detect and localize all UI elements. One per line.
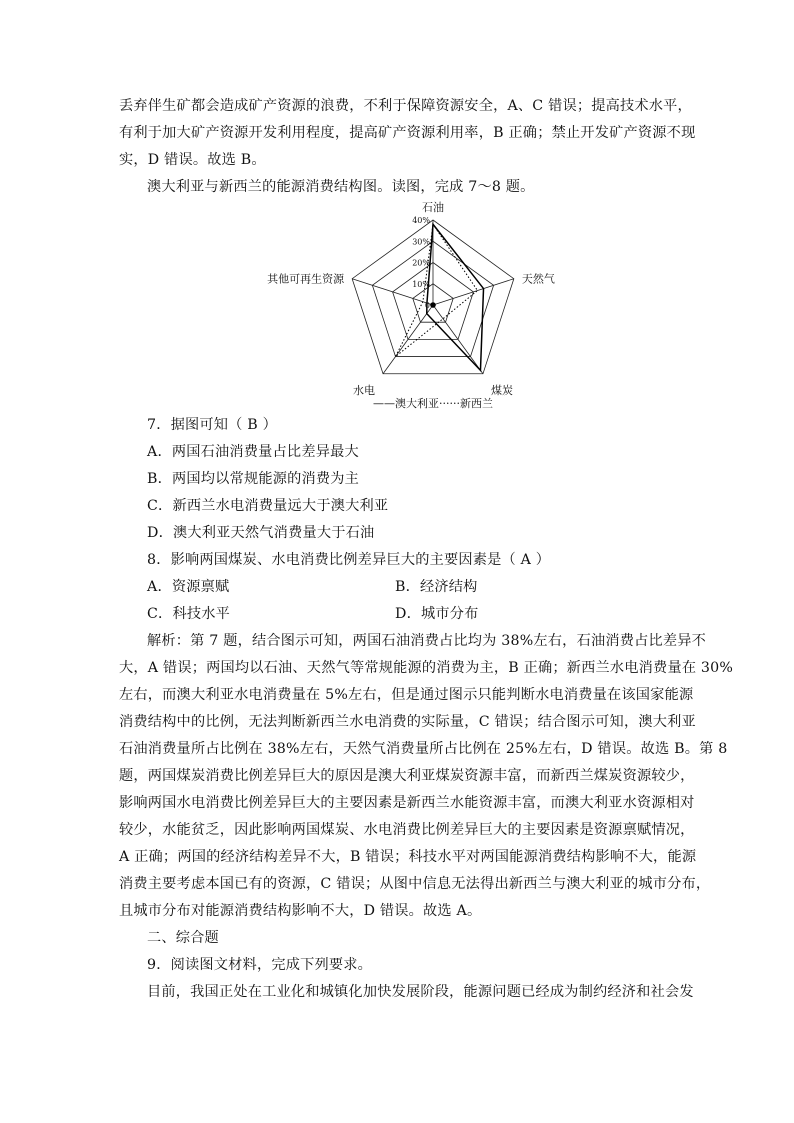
text-line: 有利于加大矿产资源开发利用程度，提高矿产资源利用率，B 正确；禁止开发矿产资源不现 xyxy=(119,125,696,141)
axis-label: 煤炭 xyxy=(490,383,513,397)
ring-tick-label: 20% xyxy=(412,258,430,268)
question-8-option-b: B．经济结构 xyxy=(395,579,478,595)
ring-tick-label: 40% xyxy=(412,216,430,225)
question-8-option-c: C．科技水平 xyxy=(147,606,230,622)
energy-structure-radar-chart xyxy=(250,200,580,415)
radar-spoke xyxy=(433,279,514,305)
analysis-line: 大，A 错误；两国均以石油、天然气等常规能源的消费为主，B 正确；新西兰水电消费量在 30% xyxy=(119,660,734,676)
text-line: 丢弃伴生矿都会造成矿产资源的浪费，不利于保障资源安全，A、C 错误；提高技术水平， xyxy=(119,98,692,114)
ring-tick-label: 10% xyxy=(412,279,430,289)
question-7-option-c: C．新西兰水电消费量远大于澳大利亚 xyxy=(147,498,389,514)
chart-legend: ——澳大利亚······新西兰 xyxy=(373,397,493,410)
series-australia xyxy=(424,224,484,370)
axis-label: 天然气 xyxy=(521,272,555,286)
radar-labels xyxy=(267,200,555,410)
center-dot xyxy=(430,302,436,308)
question-8-stem: 8．影响两国煤炭、水电消费比例差异巨大的主要因素是（ A ） xyxy=(147,552,551,568)
axis-label: 其他可再生资源 xyxy=(267,272,345,286)
section-heading: 二、综合题 xyxy=(147,930,219,946)
question-9-material: 目前，我国正处在工业化和城镇化加快发展阶段，能源问题已经成为制约经济和社会发 xyxy=(147,984,694,1000)
analysis-line: 影响两国水电消费比例差异巨大的主要因素是新西兰水能资源丰富，而澳大利亚水资源相对 xyxy=(119,795,695,811)
figure-intro: 澳大利亚与新西兰的能源消费结构图。读图，完成 7～8 题。 xyxy=(147,179,535,195)
analysis-line: 石油消费量所占比例在 38%左右，天然气消费量所占比例在 25%左右，D 错误。故选 B。第 8 xyxy=(119,741,728,757)
ring-tick-label: 0 xyxy=(424,301,430,310)
analysis-line: 左右，而澳大利亚水电消费量在 5%左右，但是通过图示只能判断水电消费量在该国家能源 xyxy=(119,687,694,703)
question-8-option-a: A．资源禀赋 xyxy=(147,579,230,595)
question-7-option-a: A．两国石油消费量占比差异最大 xyxy=(147,444,359,460)
analysis-line: 消费结构中的比例，无法判断新西兰水电消费的实际量，C 错误；结合图示可知，澳大利亚 xyxy=(119,714,696,730)
question-9-stem: 9．阅读图文材料，完成下列要求。 xyxy=(147,957,373,973)
axis-label: 水电 xyxy=(353,383,376,397)
text-line: 实，D 错误。故选 B。 xyxy=(119,152,266,168)
question-7-option-d: D．澳大利亚天然气消费量大于石油 xyxy=(147,525,375,541)
question-8-option-d: D．城市分布 xyxy=(395,606,479,622)
analysis-line: 较少，水能贫乏，因此影响两国煤炭、水电消费比例差异巨大的主要因素是资源禀赋情况， xyxy=(119,822,695,838)
analysis-line: 题，两国煤炭消费比例差异巨大的原因是澳大利亚煤炭资源丰富，而新西兰煤炭资源较少， xyxy=(119,768,695,784)
analysis-line: A 正确；两国的经济结构差异不大，B 错误；科技水平对两国能源消费结构影响不大，能源 xyxy=(119,849,697,865)
question-7-stem: 7．据图可知（ B ） xyxy=(147,417,277,433)
axis-label: 石油 xyxy=(422,201,444,214)
question-7-option-b: B．两国均以常规能源的消费为主 xyxy=(147,471,360,487)
analysis-line: 消费主要考虑本国已有的资源，C 错误；从图中信息无法得出新西兰与澳大利亚的城市分布， xyxy=(119,876,711,892)
analysis-line: 且城市分布对能源消费结构影响不大，D 错误。故选 A。 xyxy=(119,903,482,919)
ring-tick-label: 30% xyxy=(412,237,430,247)
analysis-line: 解析：第 7 题，结合图示可知，两国石油消费占比均为 38%左右，石油消费占比差异不 xyxy=(147,633,707,649)
